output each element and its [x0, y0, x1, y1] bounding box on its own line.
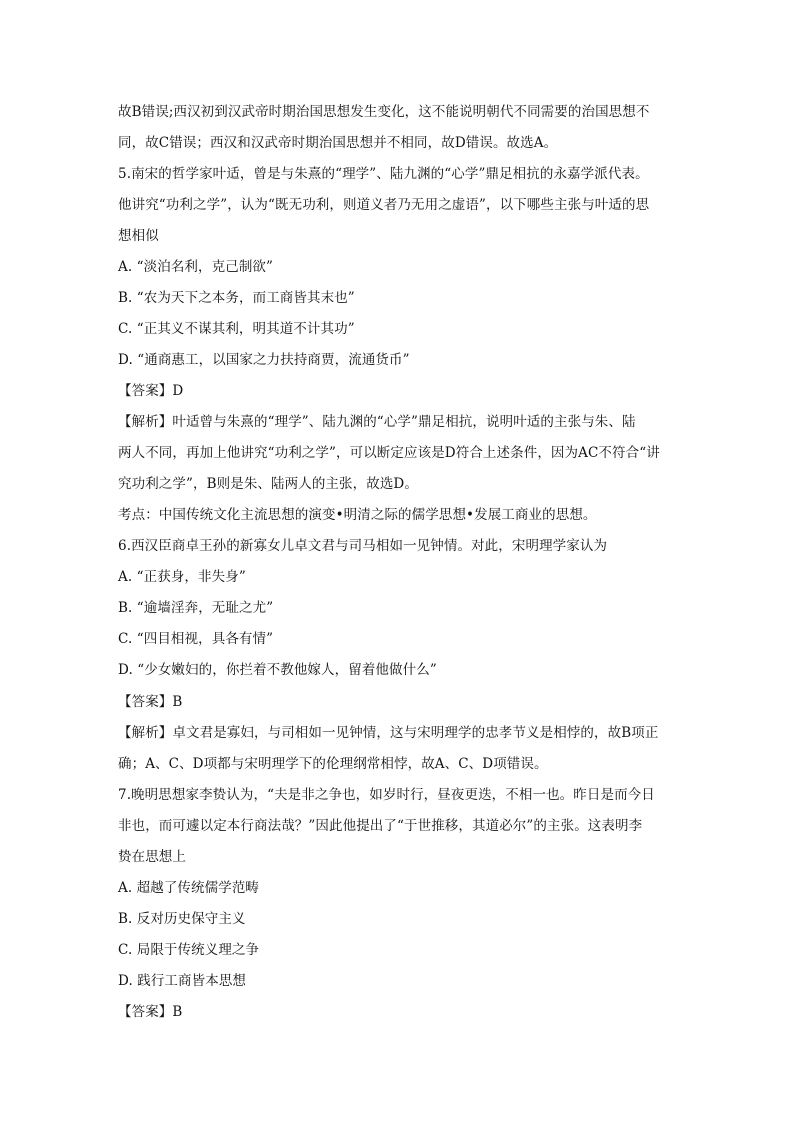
option-a: A. 超越了传统儒学范畴: [118, 880, 260, 896]
option-c: C. “正其义不谋其利，明其道不计其功”: [118, 321, 355, 337]
answer-line: 【答案】B: [118, 694, 183, 710]
text-line: 确；A、C、D项都与宋明理学下的伦理纲常相悖，故A、C、D项错误。: [118, 756, 548, 772]
analysis-line: 【解析】叶适曾与朱熹的“理学”、陆九渊的“心学”鼎足相抗，说明叶适的主张与朱、陆: [118, 414, 636, 430]
option-d: D. “少女嫩妇的，你拦着不教他嫁人，留着他做什么”: [118, 662, 437, 678]
option-a: A. “淡泊名利，克己制欲”: [118, 259, 274, 275]
text-line: 两人不同，再加上他讲究“功利之学”，可以断定应该是D符合上述条件，因为AC不符合“讲: [118, 445, 660, 461]
answer-line: 【答案】B: [118, 1004, 183, 1020]
option-b: B. “农为天下之本务，而工商皆其末也”: [118, 290, 355, 306]
text-line: 非也，而可遽以定本行商法哉？”因此他提出了“于世推移，其道必尔”的主张。这表明李: [118, 818, 643, 834]
option-a: A. “正获身，非失身”: [118, 569, 246, 585]
text-line: 他讲究“功利之学”，认为“既无功利，则道义者乃无用之虚语”，以下哪些主张与叶适的思: [118, 197, 650, 213]
text-line: 贽在思想上: [118, 849, 186, 865]
text-line: 故B错误;西汉初到汉武帝时期治国思想发生变化，这不能说明朝代不同需要的治国思想不: [118, 104, 650, 120]
question-6-stem: 6.西汉臣商卓王孙的新寡女儿卓文君与司马相如一见钟情。对此，宋明理学家认为: [118, 538, 608, 554]
option-d: D. 践行工商皆本思想: [118, 973, 247, 989]
text-line: 究功利之学”，B则是朱、陆两人的主张，故选D。: [118, 476, 418, 492]
question-7-stem: 7.晚明思想家李贽认为，“夫是非之争也，如岁时行，昼夜更迭，不相一也。昨日是而今日: [118, 787, 655, 803]
question-5-stem: 5.南宋的哲学家叶适，曾是与朱熹的“理学”、陆九渊的“心学”鼎足相抗的永嘉学派代表。: [118, 166, 649, 182]
analysis-line: 【解析】卓文君是寡妇，与司相如一见钟情，这与宋明理学的忠孝节义是相悖的，故B项正: [118, 725, 659, 741]
option-b: B. “逾墙淫奔，无耻之尤”: [118, 600, 274, 616]
text-line: 想相似: [118, 228, 159, 244]
key-point-line: 考点：中国传统文化主流思想的演变•明清之际的儒学思想•发展工商业的思想。: [118, 507, 597, 523]
option-b: B. 反对历史保守主义: [118, 911, 246, 927]
option-d: D. “通商惠工，以国家之力扶持商贾，流通货币”: [118, 352, 410, 368]
option-c: C. 局限于传统义理之争: [118, 942, 260, 958]
text-line: 同，故C错误；西汉和汉武帝时期治国思想并不相同，故D错误。故选A。: [118, 135, 558, 151]
answer-line: 【答案】D: [118, 383, 184, 399]
option-c: C. “四目相视，具各有情”: [118, 631, 274, 647]
